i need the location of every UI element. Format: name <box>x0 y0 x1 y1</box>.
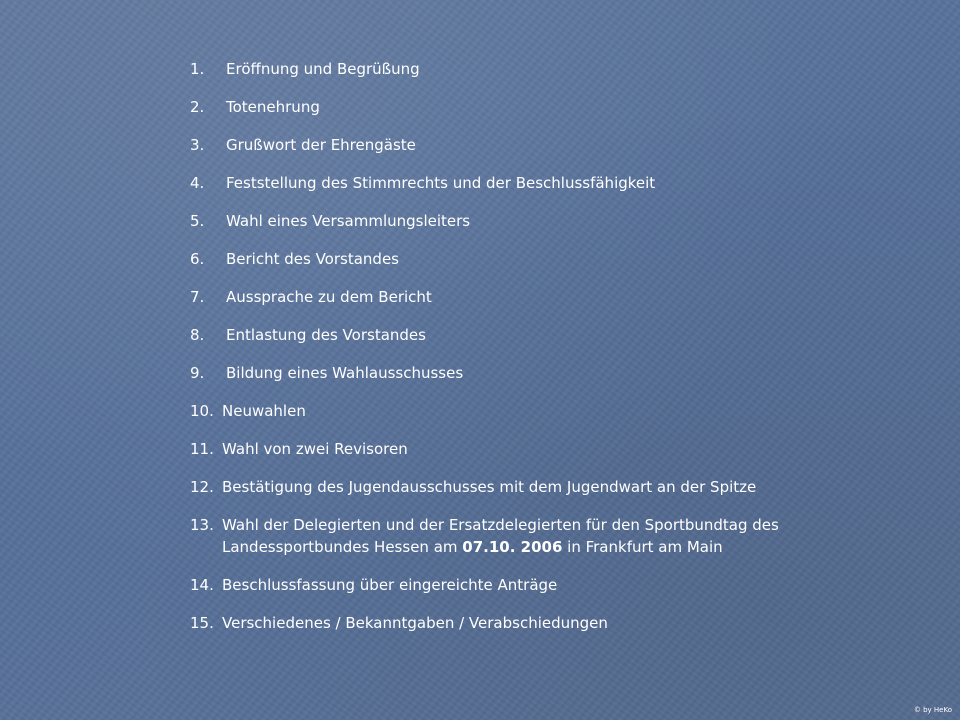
agenda-item-8 <box>190 324 910 346</box>
agenda-item-9 <box>190 362 910 384</box>
agenda-item-number: 1. <box>190 60 205 78</box>
agenda-item-number: 15. <box>190 614 214 632</box>
agenda-item-continuation <box>222 536 910 558</box>
agenda-item-number: 14. <box>190 576 214 594</box>
agenda-item-text-block <box>222 514 910 558</box>
agenda-item-text: Totenehrung <box>226 98 320 116</box>
agenda-item-number: 9. <box>190 364 205 382</box>
agenda-item-number: 7. <box>190 288 205 306</box>
agenda-item-text: Grußwort der Ehrengäste <box>226 136 416 154</box>
agenda-item-number: 4. <box>190 174 205 192</box>
agenda-item-number: 10. <box>190 402 214 420</box>
agenda-item-text: Beschlussfassung über eingereichte Anträge <box>222 576 558 594</box>
agenda-item-13 <box>190 514 910 558</box>
agenda-item-number: 2. <box>190 98 205 116</box>
agenda-item-text: Wahl der Delegierten und der Ersatzdelegierten für den Sportbundtag des <box>222 516 779 534</box>
agenda-item-6 <box>190 248 910 270</box>
agenda-item-text: Neuwahlen <box>222 402 306 420</box>
agenda-item-number: 5. <box>190 212 205 230</box>
agenda-item-number: 6. <box>190 250 205 268</box>
agenda-item-1 <box>190 58 910 80</box>
agenda-item-text: Bildung eines Wahlausschusses <box>226 364 464 382</box>
agenda-item-number: 11. <box>190 440 214 458</box>
agenda-item-10 <box>190 400 910 422</box>
agenda-item-14 <box>190 574 910 596</box>
agenda-item-11 <box>190 438 910 460</box>
agenda-item-text: Eröffnung und Begrüßung <box>226 60 420 78</box>
meeting-date: 07.10. 2006 <box>462 538 563 556</box>
agenda-item-number: 8. <box>190 326 205 344</box>
agenda-item-number: 3. <box>190 136 205 154</box>
continuation-pre: Landessportbundes Hessen am <box>222 538 463 556</box>
agenda-item-15 <box>190 612 910 634</box>
agenda-item-7 <box>190 286 910 308</box>
agenda-item-text: Verschiedenes / Bekanntgaben / Verabschiedungen <box>222 614 608 632</box>
agenda-item-text: Bestätigung des Jugendausschusses mit dem Jugendwart an der Spitze <box>222 478 757 496</box>
agenda-item-text: Feststellung des Stimmrechts und der Beschlussfähigkeit <box>226 174 656 192</box>
continuation-post: in Frankfurt am Main <box>562 538 723 556</box>
agenda-item-5 <box>190 210 910 232</box>
agenda-item-4 <box>190 172 910 194</box>
agenda-item-text: Entlastung des Vorstandes <box>226 326 426 344</box>
agenda-item-number: 13. <box>190 516 214 534</box>
agenda-item-number: 12. <box>190 478 214 496</box>
agenda-item-2 <box>190 96 910 118</box>
agenda-item-3 <box>190 134 910 156</box>
agenda-item-text: Bericht des Vorstandes <box>226 250 399 268</box>
agenda-list <box>190 58 910 650</box>
agenda-item-text: Aussprache zu dem Bericht <box>226 288 432 306</box>
agenda-item-text: Wahl von zwei Revisoren <box>222 440 408 458</box>
agenda-item-text: Wahl eines Versammlungsleiters <box>226 212 471 230</box>
copyright-note: © by HeKo <box>913 706 952 714</box>
agenda-item-12 <box>190 476 910 498</box>
